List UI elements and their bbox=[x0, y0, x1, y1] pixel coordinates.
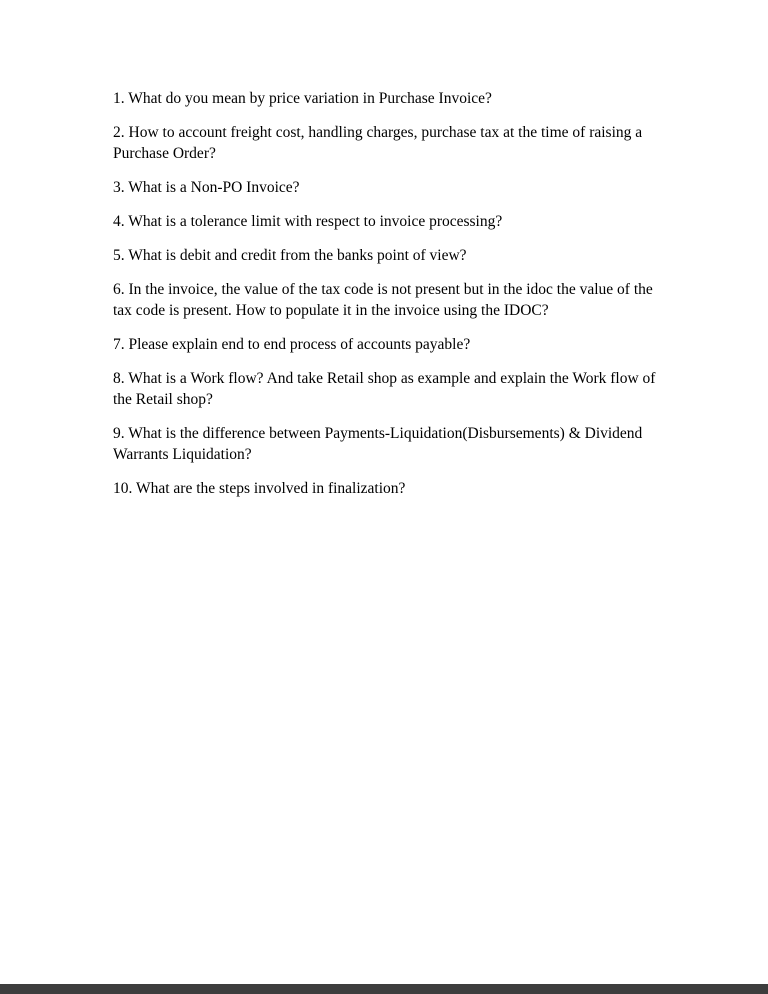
viewer-bottom-bar bbox=[0, 984, 768, 994]
question-item-9: 9. What is the difference between Payments-Liquidation(Disbursements) & Dividend Warrants Liquidation? bbox=[113, 425, 643, 463]
question-item-10: 10. What are the steps involved in finalization? bbox=[113, 480, 406, 497]
question-item-5: 5. What is debit and credit from the banks point of view? bbox=[113, 247, 467, 264]
question-item-7: 7. Please explain end to end process of accounts payable? bbox=[113, 336, 471, 353]
question-list bbox=[113, 88, 661, 512]
question-item-4: 4. What is a tolerance limit with respect to invoice processing? bbox=[113, 213, 503, 230]
question-item-2: 2. How to account freight cost, handling charges, purchase tax at the time of raising a Purchase Order? bbox=[113, 124, 643, 162]
question-item-1: 1. What do you mean by price variation in Purchase Invoice? bbox=[113, 90, 492, 107]
question-item-8: 8. What is a Work flow? And take Retail shop as example and explain the Work flow of the Retail shop? bbox=[113, 370, 656, 408]
question-item-3: 3. What is a Non-PO Invoice? bbox=[113, 179, 300, 196]
question-item-6: 6. In the invoice, the value of the tax code is not present but in the idoc the value of the tax code is present. How to populate it in the invoice using the IDOC? bbox=[113, 281, 653, 319]
